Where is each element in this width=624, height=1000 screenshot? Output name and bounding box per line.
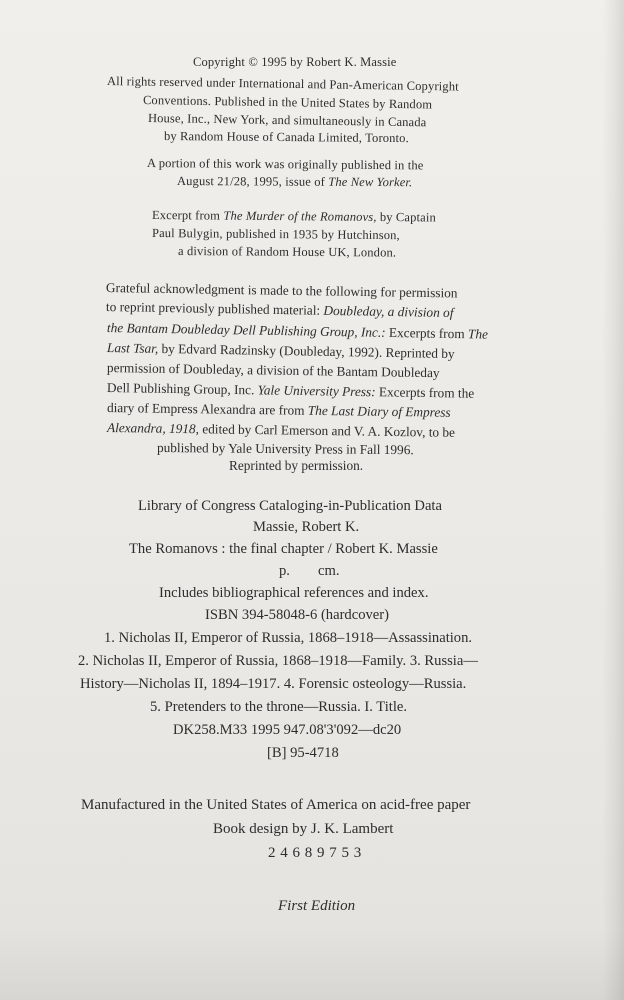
new-yorker-line-2-text: August 21/28, 1995, issue of [176,174,329,189]
ack-line-5: permission of Doubleday, a division of the Bantam Doubleday [106,360,440,381]
cip-pages-cm: cm. [318,563,340,579]
new-yorker-line-2 [177,174,412,190]
copyright-line-1: Copyright © 1995 by Robert K. Massie [193,55,397,69]
cip-subject-1: 1. Nicholas II, Emperor of Russia, 1868–1918—Assassination. [104,630,473,646]
ack-line-4 [107,340,455,362]
new-yorker-title: The New Yorker. [328,174,413,190]
ack-line-4-text: by Edvard Radzinsky (Doubleday, 1992). Reprinted by [158,340,455,362]
cip-author: Massie, Robert K. [253,519,360,535]
ack-line-6-suffix: Excerpts from the [375,384,475,401]
ack-line-8-italic: Alexandra, 1918, [106,420,200,437]
edition-text: First Edition [278,898,356,914]
ack-line-6 [107,380,474,402]
cip-isbn: ISBN 394-58048-6 (hardcover) [205,607,389,623]
cip-title: The Romanovs : the final chapter / Robert K. Massie [129,541,438,557]
ack-line-10: Reprinted by permission. [229,458,364,473]
copyright-line-3: Conventions. Published in the United States by Random [142,93,433,112]
ack-line-2 [106,299,454,321]
copyright-line-5: by Random House of Canada Limited, Toronto. [163,129,409,146]
printing-line: 2 4 6 8 9 7 5 3 [268,845,362,861]
ack-line-7 [107,400,451,421]
excerpt-prefix: Excerpt from [151,208,224,223]
ack-line-2-text: to reprint previously published material: [105,299,324,318]
ack-line-1: Grateful acknowledgment is made to the following for permission [105,280,458,301]
excerpt-suffix: by Captain [376,209,436,225]
ack-line-3-italic-2: The [467,326,489,342]
cip-heading: Library of Congress Cataloging-in-Publication Data [138,498,442,514]
ack-line-4-italic: Last Tsar, [106,340,159,356]
new-yorker-line-1: A portion of this work was originally published in the [146,156,424,173]
book-design-line: Book design by J. K. Lambert [213,821,394,837]
ack-line-2-italic: Doubleday, a division of [323,302,454,321]
excerpt-title: The Murder of the Romanovs, [223,208,377,224]
ack-line-3-italic: the Bantam Doubleday Dell Publishing Group, Inc.: [106,320,386,340]
manufactured-line: Manufactured in the United States of America on acid-free paper [81,797,471,813]
excerpt-line-2: Paul Bulygin, published in 1935 by Hutchinson, [151,226,400,243]
ack-line-7-italic: The Last Diary of Empress [307,402,451,420]
excerpt-line-1 [152,208,436,225]
page-edge-shadow [602,0,624,1000]
cip-lccn: [B] 95-4718 [267,745,339,761]
copyright-line-4: House, Inc., New York, and simultaneously in Canada [147,111,427,130]
page-bottom-shadow [0,930,624,1000]
ack-line-6-italic: Yale University Press: [257,382,376,400]
cip-subject-2: 2. Nicholas II, Emperor of Russia, 1868–1918—Family. 3. Russia— [78,653,478,669]
edition-label [278,898,355,915]
copyright-line-2: All rights reserved under International and Pan-American Copyright [106,74,459,94]
ack-line-6-text: Dell Publishing Group, Inc. [106,380,258,398]
ack-line-7-text: diary of Empress Alexandra are from [106,400,308,418]
cip-pages-p: p. [279,563,290,579]
cip-subject-4: 5. Pretenders to the throne—Russia. I. Title. [150,699,407,715]
cip-subject-3: History—Nicholas II, 1894–1917. 4. Forensic osteology—Russia. [80,676,467,692]
ack-line-8-text: edited by Carl Emerson and V. A. Kozlov, to be [198,421,456,440]
ack-line-8 [107,420,455,441]
ack-line-3 [107,320,488,343]
ack-line-3-text: Excerpts from [385,324,469,342]
excerpt-line-3: a division of Random House UK, London. [177,244,397,260]
cip-classification: DK258.M33 1995 947.08'3'092—dc20 [173,722,402,738]
ack-line-9: published by Yale University Press in Fall 1996. [156,440,414,458]
cip-biblio: Includes bibliographical references and index. [159,585,429,601]
